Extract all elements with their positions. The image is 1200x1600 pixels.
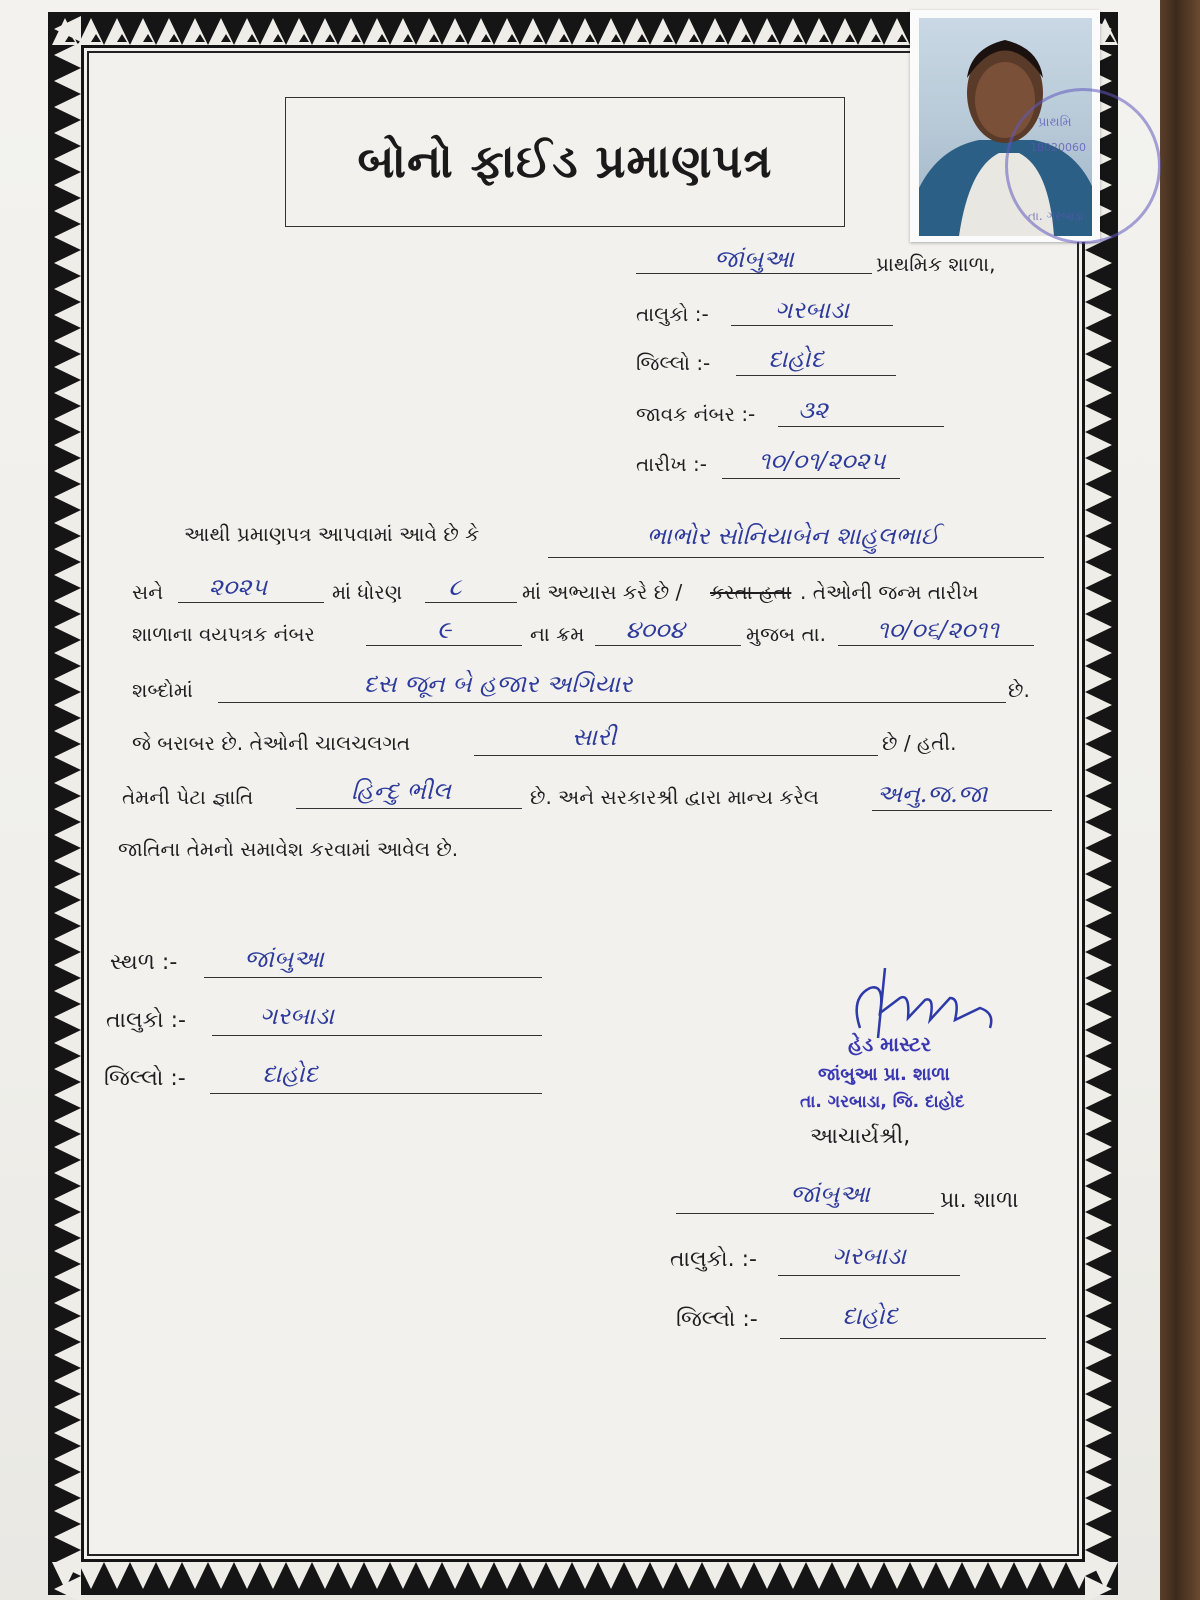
- stamp-line3: તા. ગરબાડા, જિ. દાહોદ: [800, 1092, 965, 1112]
- dob-words-value: દસ જૂન બે હજાર અગિયાર: [363, 670, 633, 698]
- footer-district-label: જિલ્લો :-: [104, 1066, 186, 1091]
- header-date-label: તારીખ :-: [636, 452, 707, 476]
- register-value: ૯: [436, 616, 452, 644]
- header-taluka-label: તાલુકો :-: [636, 302, 709, 326]
- footer-right-taluka-value: ગરબાડા: [831, 1242, 907, 1270]
- body-words-label: શબ્દોમાં: [132, 678, 193, 702]
- body-conduct-label: જે બરાબર છે. તેઓની ચાલચલગત: [132, 731, 411, 755]
- body-conduct-end: છે / હતી.: [882, 731, 957, 755]
- body-line7: જાતિના તેમનો સમાવેશ કરવામાં આવેલ છે.: [118, 837, 459, 861]
- header-school-suffix: પ્રાથમિક શાળા,: [876, 252, 996, 276]
- serial-value: ૪૦૦૪: [625, 616, 685, 644]
- footer-principal-label: આચાર્યશ્રી,: [810, 1124, 911, 1149]
- body-year-label: સને: [132, 580, 164, 604]
- category-value: અનુ.જ.જા: [876, 780, 988, 808]
- stamp-line2: જાંબુઆ પ્રા. શાળા: [818, 1064, 950, 1085]
- header-school-value: જાંબુઆ: [714, 245, 794, 273]
- body-as-per-text: મુજબ તા.: [746, 622, 826, 646]
- school-seal: [1005, 88, 1161, 244]
- footer-taluka-label: તાલુકો :-: [106, 1008, 186, 1033]
- body-struck-text: કરતા હતા: [710, 580, 792, 604]
- body-caste-mid: છે. અને સરકારશ્રી દ્વારા માન્ય કરેલ: [530, 785, 819, 809]
- footer-place-value: જાંબુઆ: [244, 945, 324, 973]
- table-surface: [1160, 0, 1200, 1600]
- footer-taluka-value: ગરબાડા: [259, 1002, 335, 1030]
- body-std-label: માં ધોરણ: [332, 580, 403, 604]
- stamp-line1: હેડ માસ્ટર: [848, 1032, 932, 1056]
- conduct-value: સારી: [571, 723, 617, 751]
- body-dob-text: . તેઓની જન્મ તારીખ: [800, 580, 979, 604]
- footer-district-value: દાહોદ: [262, 1060, 318, 1088]
- year-value: ૨૦૨૫: [208, 573, 268, 601]
- body-serial-label: ના ક્રમ: [530, 622, 585, 646]
- seal-text-2: 18020060: [1030, 141, 1086, 154]
- body-study-text: માં અભ્યાસ કરે છે /: [522, 580, 683, 604]
- header-date-value: ૧૦/૦૧/૨૦૨૫: [758, 447, 886, 475]
- student-name-value: ભાભોર સોનિયાબેન શાહુલભાઈ: [646, 522, 940, 550]
- footer-school-suffix: પ્રા. શાળા: [940, 1188, 1019, 1213]
- footer-right-taluka-label: તાલુકો. :-: [670, 1247, 757, 1272]
- header-outward-value: ૩૨: [797, 396, 829, 424]
- std-value: ૮: [448, 573, 462, 601]
- header-taluka-value: ગરબાડા: [774, 296, 850, 324]
- header-district-label: જિલ્લો :-: [636, 351, 711, 375]
- body-words-end: છે.: [1008, 678, 1030, 702]
- footer-right-district-label: જિલ્લો :-: [676, 1307, 758, 1332]
- certificate-title: બોનો ફાઈડ પ્રમાણપત્ર: [357, 134, 773, 188]
- body-line1-prefix: આથી પ્રમાણપત્ર આપવામાં આવે છે કે: [184, 522, 480, 546]
- header-outward-label: જાવક નંબર :-: [636, 402, 756, 426]
- title-box: [285, 97, 845, 227]
- seal-text-3: તા. ગરબાડા: [1028, 209, 1084, 223]
- footer-right-district-value: દાહોદ: [842, 1302, 898, 1330]
- footer-school-value: જાંબુઆ: [790, 1180, 870, 1208]
- body-caste-label: તેમની પેટા જ્ઞાતિ: [122, 785, 254, 809]
- caste-value: હિન્દુ ભીલ: [351, 777, 451, 805]
- footer-place-label: સ્થળ :-: [110, 950, 178, 975]
- body-register-label: શાળાના વયપત્રક નંબર: [132, 622, 315, 646]
- header-district-value: દાહોદ: [768, 345, 824, 373]
- dob-value: ૧૦/૦૬/૨૦૧૧: [876, 616, 1000, 644]
- seal-text-1: પ્રાથમિ: [1038, 115, 1072, 130]
